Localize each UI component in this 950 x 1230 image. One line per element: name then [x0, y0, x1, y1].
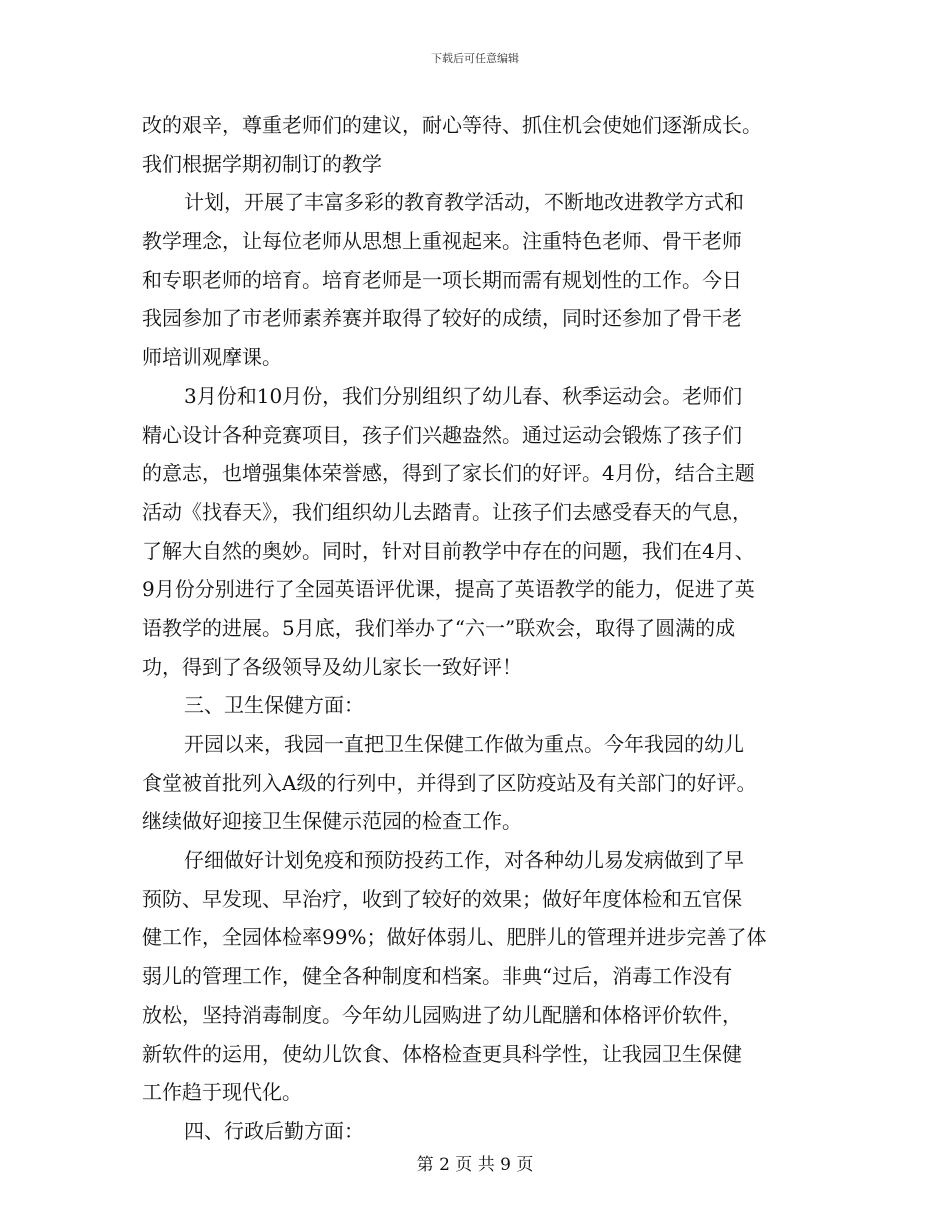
text-line: 师培训观摩课。 [142, 345, 282, 370]
section-heading: 四、行政后勤方面： [184, 1118, 364, 1143]
text-line: 活动《找春天》，我们组织幼儿去踏青。让孩子们去感受春天的气息， [142, 499, 752, 524]
text-line: 弱儿的管理工作，健全各种制度和档案。非典“过后，消毒工作没有 [142, 964, 733, 989]
text-line: 9月份分别进行了全园英语评优课，提高了英语教学的能力，促进了英 [142, 577, 755, 602]
text-line: 了解大自然的奥妙。同时，针对目前教学中存在的问题，我们在4月、 [142, 538, 755, 563]
paragraph-start-line: 开园以来，我园一直把卫生保健工作做为重点。今年我园的幼儿 [184, 732, 744, 756]
text-line: 和专职老师的培育。培育老师是一项长期而需有规划性的工作。今日 [142, 267, 742, 292]
paragraph-start-line: 仔细做好计划免疫和预防投药工作，对各种幼儿易发病做到了早 [184, 848, 744, 873]
text-line: 的意志，也增强集体荣誉感，得到了家长们的好评。4月份，结合主题 [142, 461, 755, 486]
text-line: 改的艰辛，尊重老师们的建议，耐心等待、抓住机会使她们逐渐成长。 [142, 113, 762, 137]
page-header-note: 下载后可任意编辑 [431, 52, 519, 65]
text-line: 我园参加了市老师素养赛并取得了较好的成绩，同时还参加了骨干老 [142, 306, 742, 331]
paragraph-start-line: 3月份和10月份，我们分别组织了幼儿春、秋季运动会。老师们 [184, 383, 743, 408]
text-line: 教学理念，让每位老师从思想上重视起来。注重特色老师、骨干老师 [142, 229, 742, 254]
text-line: 功，得到了各级领导及幼儿家长一致好评！ [142, 654, 522, 679]
document-body [142, 106, 814, 1151]
page-number-footer: 第 2 页 共 9 页 [416, 1155, 534, 1175]
text-line: 健工作，全园体检率99%；做好体弱儿、肥胖儿的管理并进步完善了体 [142, 925, 767, 950]
text-line: 精心设计各种竞赛项目，孩子们兴趣盎然。通过运动会锻炼了孩子们 [142, 422, 742, 447]
text-line: 继续做好迎接卫生保健示范园的检查工作。 [142, 809, 522, 834]
text-line: 我们根据学期初制订的教学 [142, 151, 382, 176]
text-line: 放松，坚持消毒制度。今年幼儿园购进了幼儿配膳和体格评价软件， [142, 1002, 742, 1027]
paragraph-start-line: 计划，开展了丰富多彩的教育教学活动，不断地改进教学方式和 [184, 190, 744, 215]
text-line: 预防、早发现、早治疗，收到了较好的效果；做好年度体检和五官保 [142, 886, 742, 911]
text-line: 新软件的运用，使幼儿饮食、体格检查更具科学性，让我园卫生保健 [142, 1041, 742, 1066]
section-heading: 三、卫生保健方面： [184, 693, 364, 718]
text-line: 食堂被首批列入A级的行列中，并得到了区防疫站及有关部门的好评。 [142, 770, 757, 795]
text-line: 语教学的进展。5月底，我们举办了“六一”联欢会，取得了圆满的成 [142, 615, 736, 640]
text-line: 工作趋于现代化。 [142, 1080, 302, 1105]
